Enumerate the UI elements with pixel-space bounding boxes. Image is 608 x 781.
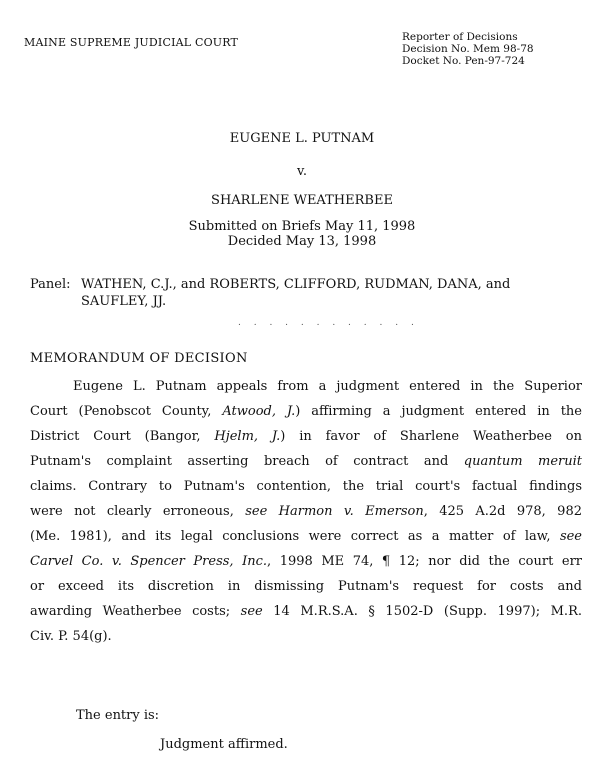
memorandum-body (30, 374, 582, 649)
reporter-label: Reporter of Decisions (402, 31, 518, 43)
body-line: Carvel Co. v. Spencer Press, Inc., 1998 ME 74, ¶ 12; nor did the court err (30, 554, 582, 569)
body-line: or exceed its discretion in dismissing Putnam's request for costs and (30, 579, 582, 594)
body-line: (Me. 1981), and its legal conclusions were correct as a matter of law, see (30, 529, 582, 544)
court-name: MAINE SUPREME JUDICIAL COURT (24, 36, 239, 49)
appellant-name: EUGENE L. PUTNAM (229, 131, 375, 146)
body-line: claims. Contrary to Putnam's contention, the trial court's factual findings (30, 479, 582, 494)
body-line: awarding Weatherbee costs; see 14 M.R.S.A. § 1502-D (Supp. 1997); M.R. (30, 604, 582, 619)
body-line: Court (Penobscot County, Atwood, J.) affirming a judgment entered in the (30, 404, 582, 419)
panel-justices-line2: SAUFLEY, JJ. (81, 294, 167, 309)
submitted-date: Submitted on Briefs May 11, 1998 (188, 219, 416, 234)
body-line: District Court (Bangor, Hjelm, J.) in favor of Sharlene Weatherbee on (30, 429, 582, 444)
memorandum-heading: MEMORANDUM OF DECISION (30, 351, 248, 366)
body-line: were not clearly erroneous, see Harmon v. Emerson, 425 A.2d 978, 982 (30, 504, 582, 519)
decided-date: Decided May 13, 1998 (227, 234, 377, 249)
docket-number: Docket No. Pen-97-724 (402, 55, 525, 67)
panel-label: Panel: (30, 277, 71, 292)
separator-dots: . . . . . . . . . . . . (238, 318, 419, 328)
panel-block (30, 276, 510, 310)
body-line: Putnam's complaint asserting breach of contract and quantum meruit (30, 454, 582, 469)
decision-number: Decision No. Mem 98-78 (402, 43, 534, 55)
body-line: Civ. P. 54(g). (30, 629, 112, 644)
judgment-text: Judgment affirmed. (160, 737, 288, 752)
entry-label: The entry is: (76, 708, 160, 723)
body-line: Eugene L. Putnam appeals from a judgment entered in the Superior (73, 379, 582, 394)
versus: v. (297, 164, 307, 179)
panel-justices-line1: WATHEN, C.J., and ROBERTS, CLIFFORD, RUDMAN, DANA, and (81, 277, 511, 292)
date-block (0, 219, 606, 249)
reporter-block (402, 31, 534, 67)
appellee-name: SHARLENE WEATHERBEE (211, 193, 393, 208)
